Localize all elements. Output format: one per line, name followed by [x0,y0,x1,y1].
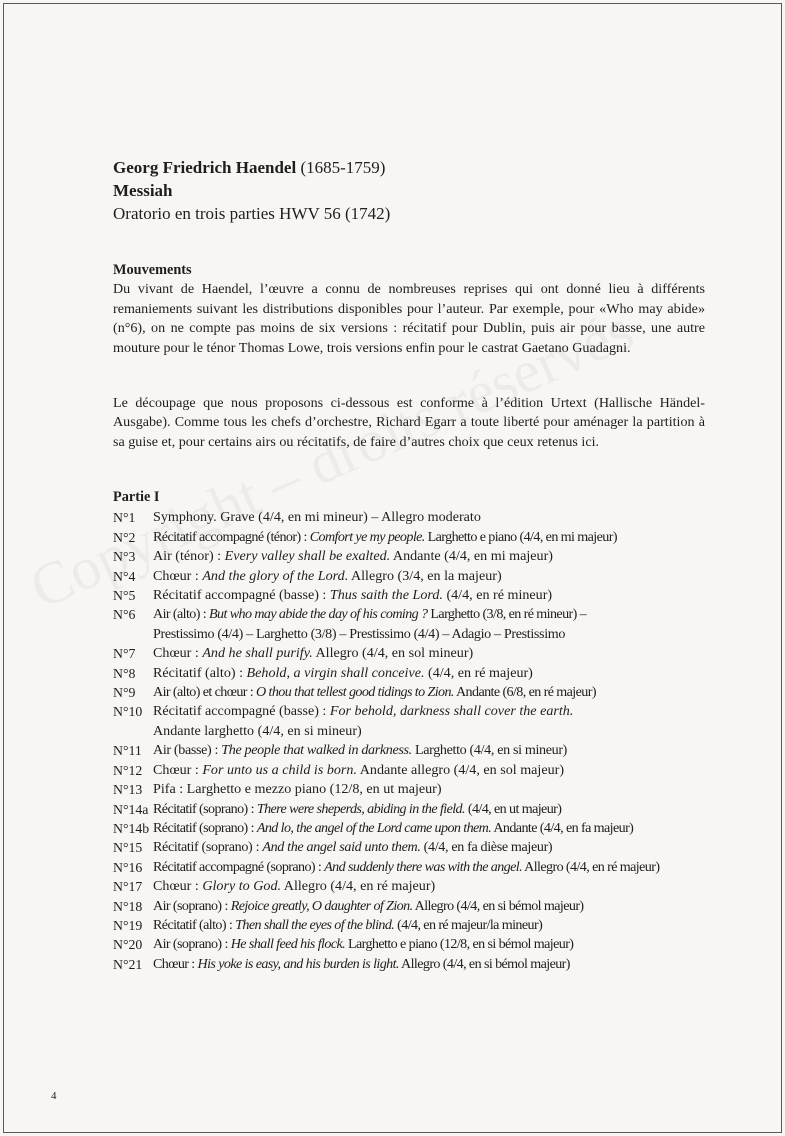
movement-number [113,625,153,644]
movement-description [153,800,705,819]
movement-title: Rejoice greatly, O daughter of Zion. [230,897,413,914]
movement-form: Récitatif (alto) : [153,916,236,933]
movement-item [113,625,705,644]
movement-item [113,819,705,838]
movement-item [113,528,705,547]
movement-title: And he shall purify. [202,645,313,662]
work-subtitle: Oratorio en trois parties HWV 56 (1742) [113,204,391,223]
movement-form: Récitatif (soprano) : [153,819,257,836]
movement-title: For unto us a child is born. [202,761,357,778]
movement-form: Air (alto) : [153,606,209,623]
movement-number: N°8 [113,665,136,681]
movements-paragraph-2-block [113,394,705,452]
work-title: Messiah [113,181,173,200]
movement-description [153,625,705,644]
movement-title: Glory to God. [202,878,282,895]
movement-tempo: (4/4, en ré majeur) [424,664,533,681]
movements-paragraph-1: Du vivant de Haendel, l’œuvre a connu de nombreuses reprises qui ont donné lieu à différents remaniements suivant les distributions disponibles pour l’auteur. Par exemple, pour «Who may abide» (n°6), on ne compte pas moins de six versions : récitatif pour Dublin, puis air pour basse, une autre mouture pour le ténor Thomas Lowe, trois versions enfin pour le castrat Gaetano Guadagni. [113,281,705,356]
movement-tempo: (4/4, en ré mineur) [442,587,553,604]
movement-item [113,935,705,954]
movement-item [113,644,705,663]
movement-form: Prestissimo (4/4) – Larghetto (3/8) – Prestissimo (4/4) – Adagio – Prestissimo [153,625,566,642]
movement-description [153,508,705,527]
movement-form: Chœur : [153,645,203,662]
movement-number: N°11 [113,743,142,759]
movement-form: Chœur : [153,761,203,778]
movement-description [153,819,705,838]
movement-item [113,567,705,586]
movement-description [153,644,705,663]
movement-description [153,955,705,974]
movement-item [113,897,705,916]
movement-item [113,858,705,877]
movement-number: N°18 [113,898,143,914]
movement-form: Récitatif accompagné (ténor) : [153,528,310,545]
movement-list [113,508,705,974]
header [113,156,713,225]
movement-title: Thus saith the Lord. [329,587,443,604]
movement-item [113,916,705,935]
movement-number: N°19 [113,917,143,933]
movement-number: N°2 [113,529,136,545]
movement-form: Andante larghetto (4/4, en si mineur) [153,722,362,739]
movement-form: Récitatif accompagné (basse) : [153,587,330,604]
movement-tempo: Allegro (3/4, en la majeur) [348,567,502,584]
movement-description [153,702,705,721]
movement-item [113,547,705,566]
movement-description [153,586,705,605]
movement-title: His yoke is easy, and his burden is light. [197,955,399,972]
movement-title: For behold, darkness shall cover the earth. [329,703,574,720]
movement-item [113,955,705,974]
movement-tempo: (4/4, en ut majeur) [464,800,562,817]
movement-number: N°12 [113,762,143,778]
movement-number: N°5 [113,588,136,604]
movement-number: N°4 [113,568,136,584]
movement-form: Récitatif (soprano) : [153,839,263,856]
movement-tempo: Larghetto e piano (12/8, en si bémol majeur) [345,936,574,953]
movement-number: N°16 [113,859,143,875]
movement-description [153,780,705,799]
movement-title: The people that walked in darkness. [221,742,412,759]
movement-form: Air (soprano) : [153,897,231,914]
composer-dates: (1685-1759) [300,158,386,177]
movement-number [113,722,153,741]
movement-description [153,605,705,624]
movement-form: Récitatif (alto) : [153,664,247,681]
movement-item [113,702,705,721]
movement-tempo: Larghetto (4/4, en si mineur) [411,742,568,759]
movement-description [153,897,705,916]
movement-form: Pifa : Larghetto e mezzo piano (12/8, en ut majeur) [153,781,442,798]
movement-form: Chœur : [153,955,198,972]
movement-title: Then shall the eyes of the blind. [235,916,395,933]
movement-number: N°9 [113,685,136,701]
movement-number: N°6 [113,607,136,623]
movement-description [153,858,705,877]
movement-number: N°15 [113,840,143,856]
movement-item [113,508,705,527]
movement-form: Récitatif (soprano) : [153,800,257,817]
movement-tempo: Larghetto (3/8, en ré mineur) – [427,606,587,623]
movement-description [153,838,705,857]
movement-description [153,741,705,760]
movement-item [113,605,705,624]
movement-item [113,800,705,819]
movement-tempo: Allegro (4/4, en sol mineur) [312,645,474,662]
movement-title: He shall feed his flock. [230,936,346,953]
movement-form: Air (basse) : [153,742,222,759]
composer-line [113,156,713,179]
movement-number: N°7 [113,646,136,662]
movement-description [153,528,705,547]
movement-description [153,722,705,741]
movement-description [153,877,705,896]
movement-form: Récitatif accompagné (soprano) : [153,858,325,875]
movement-tempo: Larghetto e piano (4/4, en mi majeur) [424,528,617,545]
movement-tempo: Allegro (4/4, en si bémol majeur) [398,955,570,972]
movement-item [113,780,705,799]
partie-1-section [113,488,705,974]
movement-form: Chœur : [153,878,203,895]
movement-title: And lo, the angel of the Lord came upon them. [256,819,492,836]
movement-item [113,877,705,896]
movement-description [153,761,705,780]
movement-number: N°13 [113,782,143,798]
movement-tempo: Andante (4/4, en mi majeur) [390,548,553,565]
movement-form: Symphony. Grave (4/4, en mi mineur) – Allegro moderato [153,509,481,526]
composer-name: Georg Friedrich Haendel [113,158,297,177]
movement-tempo: Andante (4/4, en fa majeur) [491,819,634,836]
movement-tempo: (4/4, en fa dièse majeur) [420,839,553,856]
movement-form: Chœur : [153,567,203,584]
movement-item [113,838,705,857]
movement-item [113,664,705,683]
movement-number: N°14a [113,801,149,817]
movement-title: And the glory of the Lord. [202,567,349,584]
partie-1-heading: Partie I [113,489,160,505]
movement-title: And suddenly there was with the angel. [324,858,523,875]
movement-description [153,935,705,954]
movement-tempo: Allegro (4/4, en si bémol majeur) [412,897,584,914]
movement-tempo: (4/4, en ré majeur/la mineur) [394,916,543,933]
movement-number: N°17 [113,879,143,895]
movement-number: N°14b [113,820,150,836]
movement-description [153,664,705,683]
page-number: 4 [51,1090,57,1102]
movements-heading: Mouvements [113,262,192,278]
movement-number: N°20 [113,937,143,953]
movement-title: Behold, a virgin shall conceive. [246,664,425,681]
movement-number: N°1 [113,510,136,526]
movement-title: Comfort ye my people. [309,528,425,545]
movement-number: N°10 [113,704,143,720]
movements-paragraph-2: Le découpage que nous proposons ci-dessous est conforme à l’édition Urtext (Hallische Händel-Ausgabe). Comme tous les chefs d’orchestre, Richard Egarr a toute liberté pour aménager la partition à sa guise et, pour certains airs ou récitatifs, de faire d’autres choix que ceux retenus ici. [113,395,705,450]
movement-description [153,683,705,702]
movement-number: N°3 [113,549,136,565]
movement-item [113,683,705,702]
movement-form: Air (soprano) : [153,936,231,953]
movement-item [113,741,705,760]
movement-title: There were sheperds, abiding in the field. [256,800,465,817]
movement-description [153,547,705,566]
movements-section [113,261,705,358]
movement-item [113,722,705,741]
movement-tempo: Andante (6/8, en ré majeur) [453,684,596,701]
movement-tempo: Allegro (4/4, en ré majeur) [522,858,660,875]
movement-tempo: Andante allegro (4/4, en sol majeur) [356,761,565,778]
movement-title: And the angel said unto them. [262,839,421,856]
movement-item [113,761,705,780]
movement-title: Every valley shall be exalted. [224,548,391,565]
movement-form: Air (ténor) : [153,548,225,565]
movement-number: N°21 [113,956,143,972]
movement-form: Air (alto) et chœur : [153,684,257,701]
movement-title: O thou that tellest good tidings to Zion. [256,684,454,701]
movement-form: Récitatif accompagné (basse) : [153,703,330,720]
movement-item [113,586,705,605]
movement-description [153,567,705,586]
movement-title: But who may abide the day of his coming ? [209,606,428,623]
movement-tempo: Allegro (4/4, en ré majeur) [281,878,436,895]
movement-description [153,916,705,935]
